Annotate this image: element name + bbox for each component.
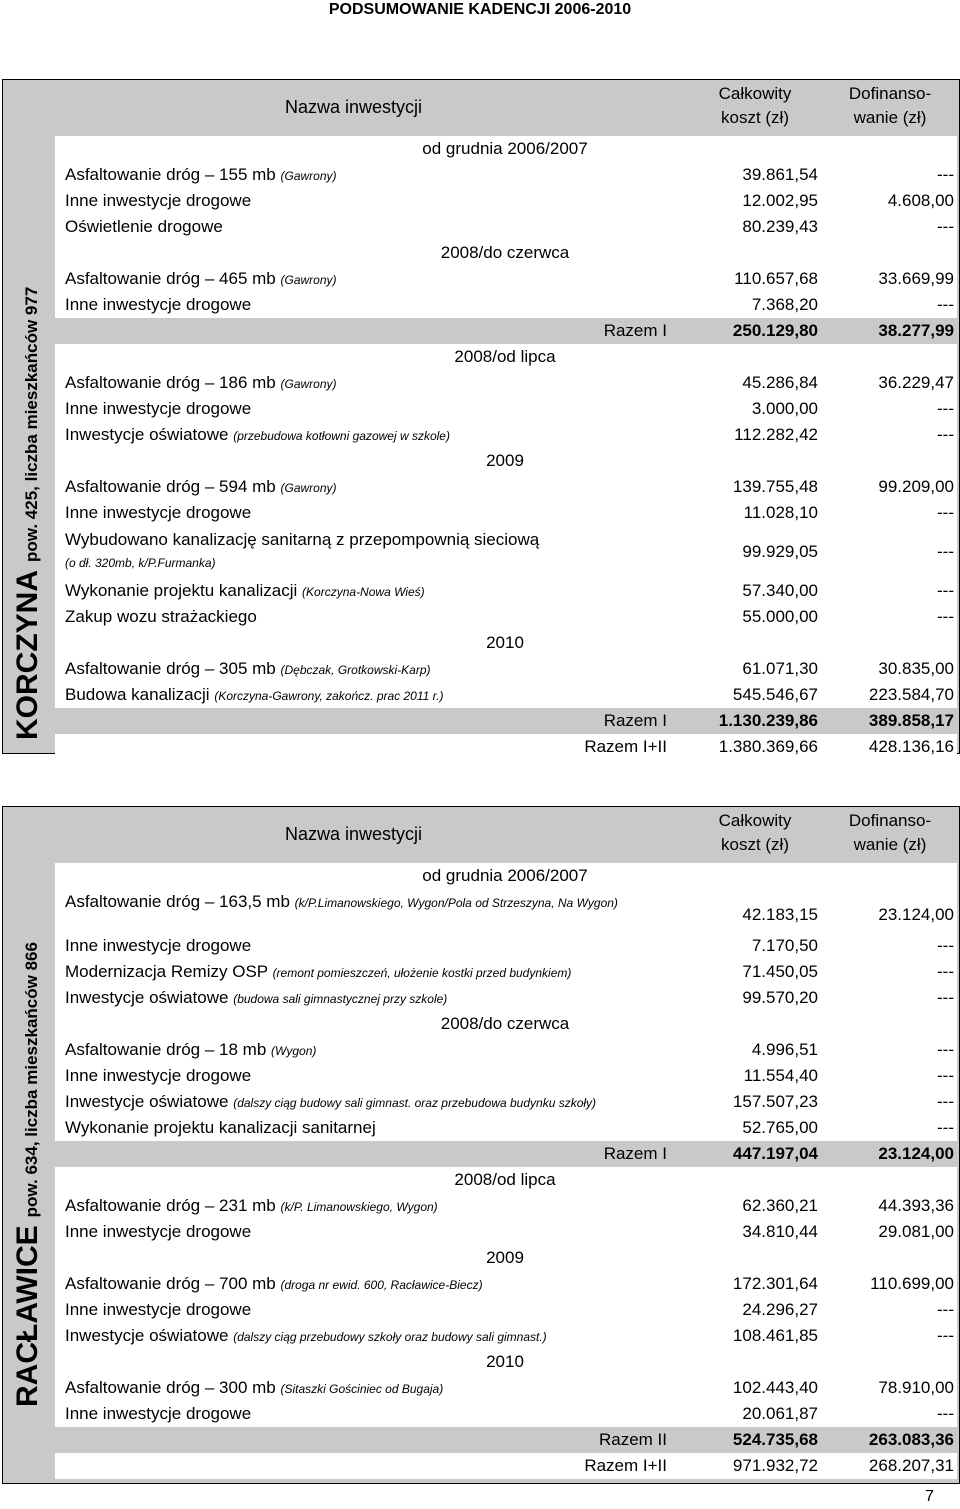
investment-table (55, 80, 957, 756)
village-name: RACŁAWICE (11, 1225, 44, 1407)
table-row: Inne inwestycje drogowe 11.028,10 --- (55, 500, 957, 526)
period-heading: 2009 (55, 448, 957, 474)
column-header-cost: Całkowity koszt (zł) (718, 811, 792, 854)
page-header: PODSUMOWANIE KADENCJI 2006-2010 (328, 1, 632, 18)
column-header-cofinancing: Dofinanso- wanie (zł) (848, 811, 932, 854)
page-number: 7 (925, 1488, 934, 1505)
subtotal-row: Razem I 447.197,04 23.124,00 (55, 1141, 957, 1167)
table-header (55, 80, 957, 136)
column-header-name: Nazwa inwestycji (285, 97, 423, 117)
table-row: Inwestycje oświatowe (budowa sali gimnastycznej przy szkole) 99.570,20 --- (55, 985, 957, 1011)
table-row: Inne inwestycje drogowe 7.170,50 --- (55, 933, 957, 959)
table-row: Inne inwestycje drogowe 20.061,87 --- (55, 1401, 957, 1427)
table-row: Asfaltowanie dróg – 186 mb (Gawrony) 45.286,84 36.229,47 (55, 370, 957, 396)
period-heading: 2009 (55, 1245, 957, 1271)
population-info: pow. 425, liczba mieszkańców 977 (22, 286, 41, 562)
table-row: Modernizacja Remizy OSP (remont pomieszczeń, ułożenie kostki przed budynkiem) 71.450,05 --- (55, 959, 957, 985)
table-row: Asfaltowanie dróg – 305 mb (Dębczak, Grotkowski-Karp) 61.071,30 30.835,00 (55, 656, 957, 682)
korczyna-section (2, 79, 960, 754)
period-heading: 2008/od lipca (55, 1167, 957, 1193)
raclawice-side-label (3, 807, 53, 1483)
period-heading: 2010 (55, 630, 957, 656)
period-heading: 2008/do czerwca (55, 240, 957, 266)
table-row: Asfaltowanie dróg – 594 mb (Gawrony) 139.755,48 99.209,00 (55, 474, 957, 500)
subtotal-row: Razem II 524.735,68 263.083,36 (55, 1427, 957, 1453)
village-name: KORCZYNA (11, 570, 44, 740)
table-header (55, 807, 957, 863)
period-heading: 2008/od lipca (55, 344, 957, 370)
column-header-name: Nazwa inwestycji (285, 824, 423, 844)
column-header-cost: Całkowity koszt (zł) (718, 84, 792, 127)
table-row: Asfaltowanie dróg – 700 mb (droga nr ewid. 600, Racławice-Biecz) 172.301,64 110.699,00 (55, 1271, 957, 1297)
column-header-cofinancing: Dofinanso- wanie (zł) (848, 84, 932, 127)
table-row: Asfaltowanie dróg – 155 mb (Gawrony) 39.861,54 --- (55, 162, 957, 188)
table-row: Inne inwestycje drogowe 24.296,27 --- (55, 1297, 957, 1323)
table-row: Budowa kanalizacji (Korczyna-Gawrony, zakończ. prac 2011 r.) 545.546,67 223.584,70 (55, 682, 957, 708)
table-row: Inne inwestycje drogowe 34.810,44 29.081,00 (55, 1219, 957, 1245)
period-heading: 2010 (55, 1349, 957, 1375)
total-row: Razem I+II 971.932,72 268.207,31 (55, 1453, 957, 1479)
table-row: Wykonanie projektu kanalizacji sanitarnej 52.765,00 --- (55, 1115, 957, 1141)
table-row: Inwestycje oświatowe (przebudowa kotłowni gazowej w szkole) 112.282,42 --- (55, 422, 957, 448)
table-row: Oświetlenie drogowe 80.239,43 --- (55, 214, 957, 240)
table-row: Asfaltowanie dróg – 18 mb (Wygon) 4.996,51 --- (55, 1037, 957, 1063)
table-row: Wybudowano kanalizację sanitarną z przepompownią sieciową (o dł. 320mb, k/P.Furmanka) 99.929,05 --- (55, 526, 957, 578)
table-row: Inne inwestycje drogowe 12.002,95 4.608,00 (55, 188, 957, 214)
table-row: Inne inwestycje drogowe 7.368,20 --- (55, 292, 957, 318)
subtotal-row: Razem I 1.130.239,86 389.858,17 (55, 708, 957, 734)
table-row: Asfaltowanie dróg – 465 mb (Gawrony) 110.657,68 33.669,99 (55, 266, 957, 292)
period-heading: 2008/do czerwca (55, 1011, 957, 1037)
total-row: Razem I+II 1.380.369,66 428.136,16 (55, 734, 957, 760)
investment-table (55, 807, 957, 1483)
table-row: Inwestycje oświatowe (dalszy ciąg budowy sali gimnast. oraz przebudowa budynku szkoły) 157.507,23 --- (55, 1089, 957, 1115)
table-row: Inwestycje oświatowe (dalszy ciąg przebudowy szkoły oraz budowy sali gimnast.) 108.461,85 --- (55, 1323, 957, 1349)
subtotal-row: Razem I 250.129,80 38.277,99 (55, 318, 957, 344)
population-info: pow. 634, liczba mieszkańców 866 (22, 942, 41, 1218)
table-row: Zakup wozu strażackiego 55.000,00 --- (55, 604, 957, 630)
period-heading: od grudnia 2006/2007 (55, 136, 957, 162)
table-row: Asfaltowanie dróg – 231 mb (k/P. Limanowskiego, Wygon) 62.360,21 44.393,36 (55, 1193, 957, 1219)
raclawice-section (2, 806, 960, 1484)
table-row: Wykonanie projektu kanalizacji (Korczyna-Nowa Wieś) 57.340,00 --- (55, 578, 957, 604)
table-row: Asfaltowanie dróg – 300 mb (Sitaszki Gościniec od Bugaja) 102.443,40 78.910,00 (55, 1375, 957, 1401)
table-row: Inne inwestycje drogowe 11.554,40 --- (55, 1063, 957, 1089)
period-heading: od grudnia 2006/2007 (55, 863, 957, 889)
korczyna-side-label (3, 80, 53, 753)
table-row: Inne inwestycje drogowe 3.000,00 --- (55, 396, 957, 422)
table-row: Asfaltowanie dróg – 163,5 mb (k/P.Limanowskiego, Wygon/Pola od Strzeszyna, Na Wygon) 42.183,15 23.124,00 (55, 889, 957, 933)
